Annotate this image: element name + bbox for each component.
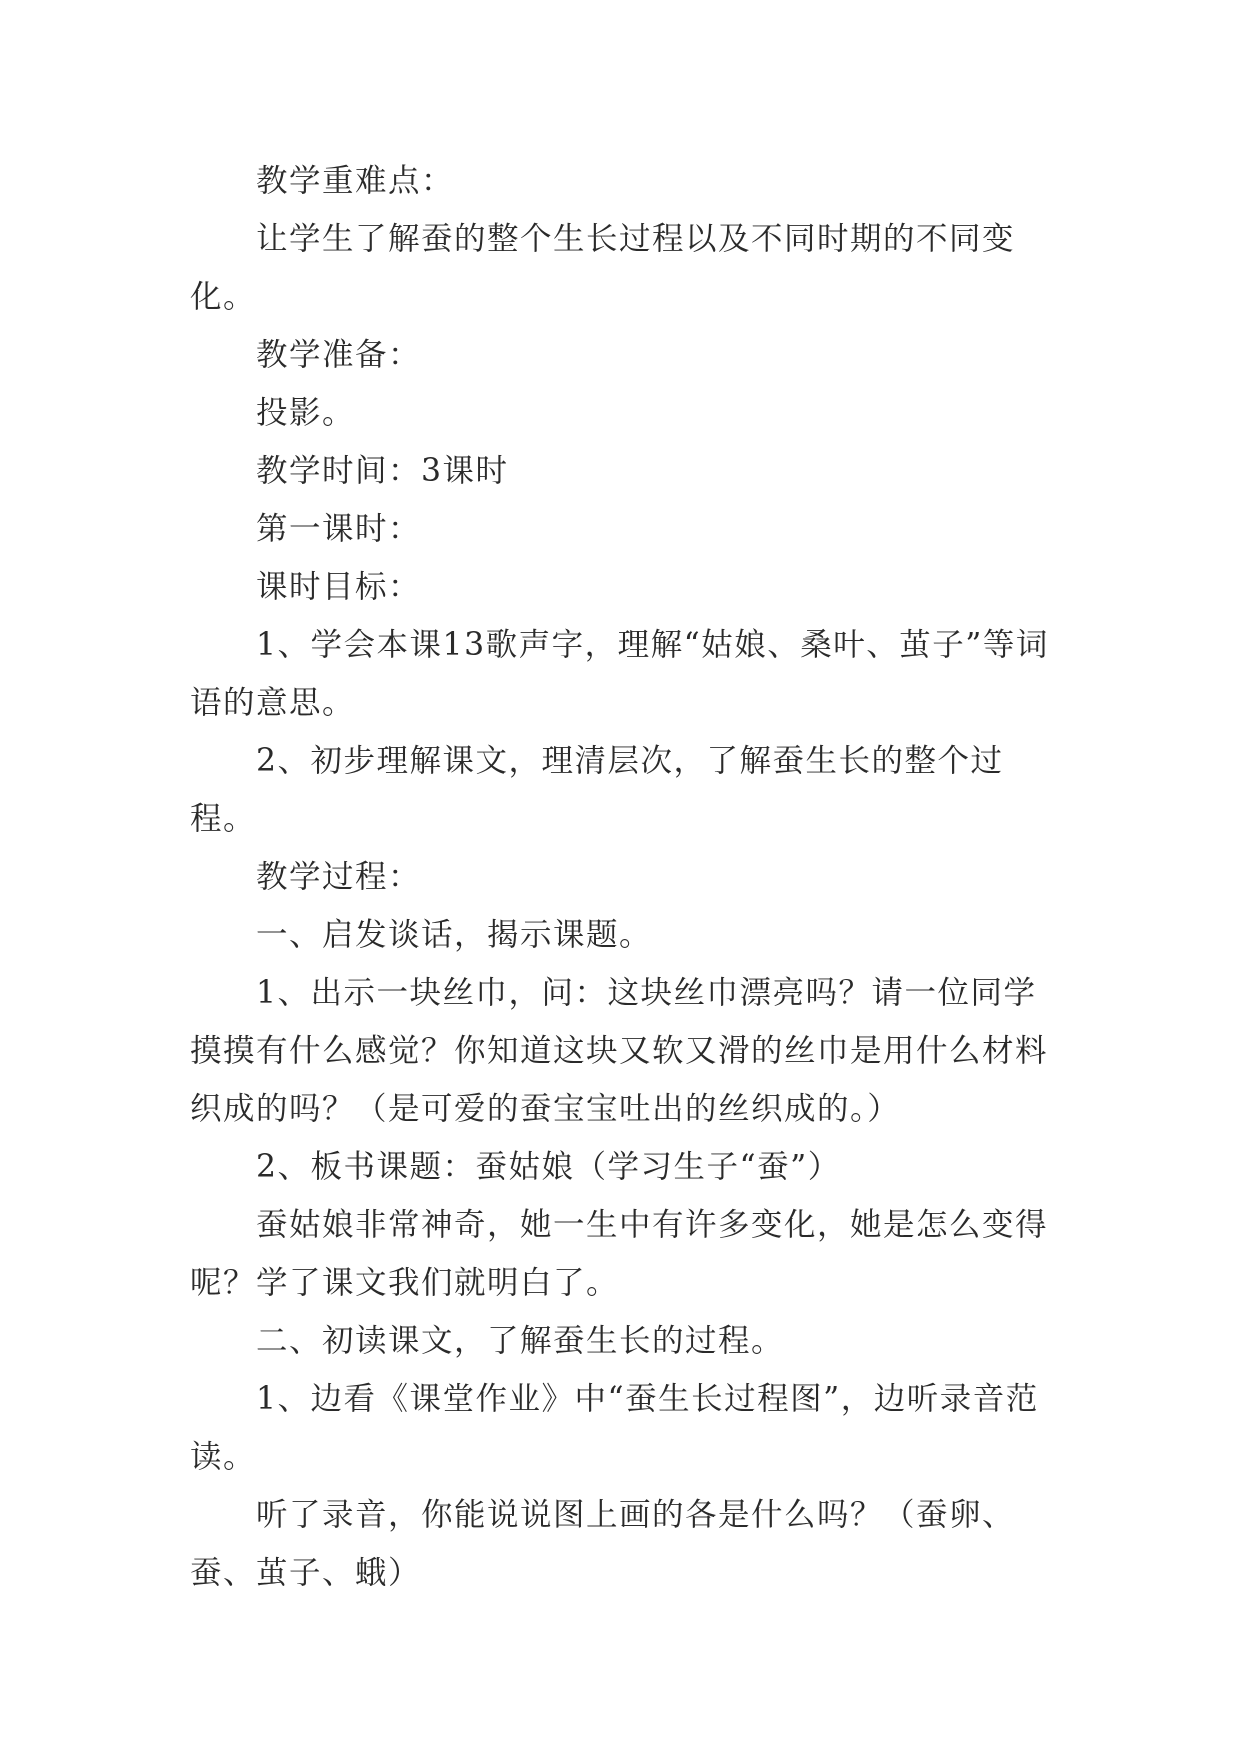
paragraph-heading-difficulties: 教学重难点：: [256, 163, 455, 199]
paragraph-section-2-title: 二、初读课文，了解蚕生长的过程。: [256, 1323, 785, 1359]
paragraph-section-1-step-1: 1、出示一块丝巾，问：这块丝巾漂亮吗？请一位同学摸摸有什么感觉？你知道这块又软又滑的丝巾是用什么材料织成的吗？（是可爱的蚕宝宝吐出的丝织成的。）: [190, 975, 1049, 1127]
paragraph-objective-1: 1、学会本课13歌声字，理解“姑娘、桑叶、茧子”等词语的意思。: [190, 627, 1049, 721]
paragraph-preparation-text: 投影。: [256, 395, 356, 431]
paragraph-objective-2: 2、初步理解课文，理清层次，了解蚕生长的整个过程。: [190, 743, 1004, 837]
paragraph-first-lesson: 第一课时：: [256, 511, 422, 547]
paragraph-section-2-step-1: 1、边看《课堂作业》中“蚕生长过程图”，边听录音范读。: [190, 1381, 1039, 1475]
paragraph-section-2-question: 听了录音，你能说说图上画的各是什么吗？（蚕卵、蚕、茧子、蛾）: [190, 1497, 1016, 1591]
paragraph-heading-preparation: 教学准备：: [256, 337, 422, 373]
paragraph-teaching-time: 教学时间：3课时: [256, 453, 509, 489]
document-body: [190, 152, 1060, 1602]
paragraph-difficulties-text: 让学生了解蚕的整个生长过程以及不同时期的不同变化。: [190, 221, 1016, 315]
paragraph-section-1-step-2: 2、板书课题：蚕姑娘（学习生子“蚕”）: [256, 1149, 841, 1185]
paragraph-section-1-title: 一、启发谈话，揭示课题。: [256, 917, 653, 953]
paragraph-heading-objectives: 课时目标：: [256, 569, 422, 605]
paragraph-section-1-intro: 蚕姑娘非常神奇，她一生中有许多变化，她是怎么变得呢？学了课文我们就明白了。: [190, 1207, 1049, 1301]
paragraph-heading-process: 教学过程：: [256, 859, 422, 895]
